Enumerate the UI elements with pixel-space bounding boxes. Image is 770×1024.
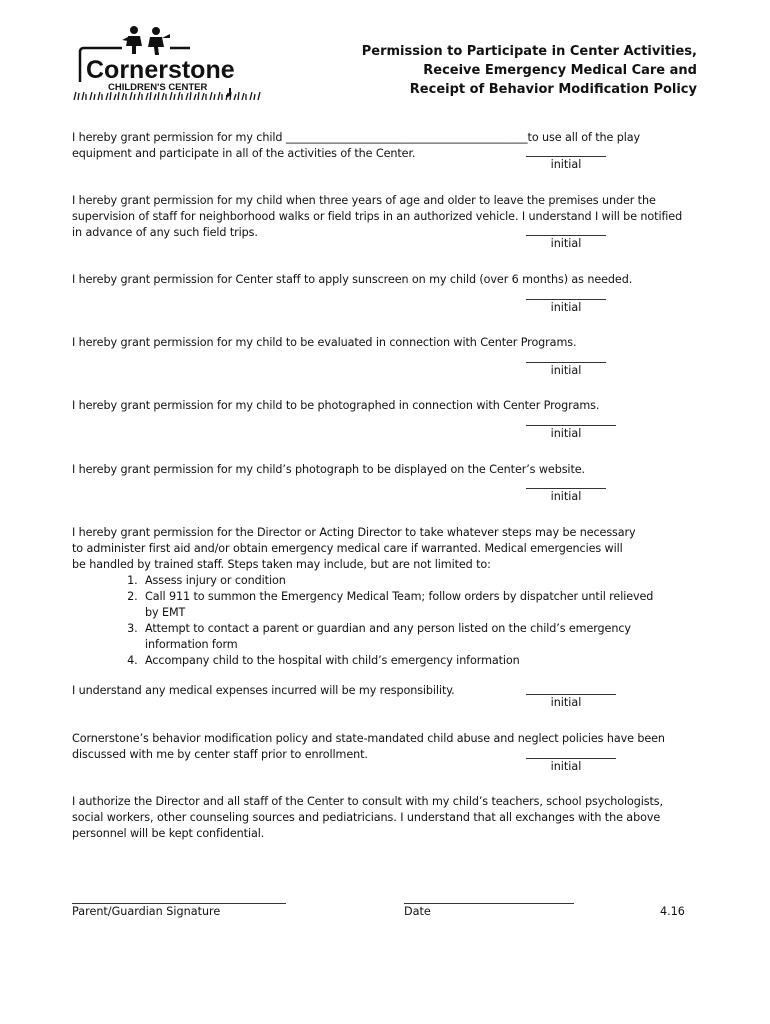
sunscreen-paragraph: I hereby grant permission for Center staff to apply sunscreen on my child (over 6 months) as needed. xyxy=(72,273,633,286)
paragraph-line: social workers, other counseling sources and pediatricians. I understand that all exchanges with the above xyxy=(72,811,661,824)
logo-subtitle: CHILDREN'S CENTER xyxy=(108,82,208,93)
list-item: 4. Accompany child to the hospital with child’s emergency information xyxy=(141,653,665,669)
photographed-paragraph: I hereby grant permission for my child to be photographed in connection with Center Programs. xyxy=(72,399,600,412)
play-equipment-paragraph xyxy=(72,130,748,162)
list-item: 1. Assess injury or condition xyxy=(141,573,665,589)
list-item: 3. Attempt to contact a parent or guardian and any person listed on the child’s emergency information form xyxy=(141,621,675,653)
consult-authorization-paragraph xyxy=(72,794,748,842)
initial-field-behavior[interactable] xyxy=(526,749,616,773)
initial-field-play[interactable] xyxy=(526,147,606,171)
initial-label: initial xyxy=(550,158,582,171)
initial-label: initial xyxy=(550,364,582,377)
paragraph-line: in advance of any such field trips. xyxy=(72,226,258,239)
paragraph-line: I hereby grant permission for my child when three years of age and older to leave the premises under the xyxy=(72,194,656,207)
center-logo xyxy=(70,22,270,102)
paragraph-line: be handled by trained staff. Steps taken may include, but are not limited to: xyxy=(72,558,491,571)
paragraph-line: Cornerstone’s behavior modification policy and state-mandated child abuse and neglect policies have been xyxy=(72,732,665,745)
title-line-3: Receipt of Behavior Modification Policy xyxy=(409,82,697,97)
initial-label: initial xyxy=(550,427,582,440)
paragraph-line: I authorize the Director and all staff of the Center to consult with my child’s teachers, school psychologists, xyxy=(72,795,663,808)
form-version: 4.16 xyxy=(660,905,685,918)
initial-field-evaluation[interactable] xyxy=(526,353,606,377)
initial-field-photographed[interactable] xyxy=(526,416,616,440)
list-item: 2. Call 911 to summon the Emergency Medical Team; follow orders by dispatcher until relieved by EMT xyxy=(141,589,665,621)
initial-field-expenses[interactable] xyxy=(526,685,616,709)
paragraph-line: personnel will be kept confidential. xyxy=(72,827,265,840)
evaluation-paragraph: I hereby grant permission for my child to be evaluated in connection with Center Programs. xyxy=(72,336,577,349)
emergency-steps-list xyxy=(72,573,748,669)
paragraph-line: to administer first aid and/or obtain emergency medical care if warranted. Medical emergencies will xyxy=(72,542,623,555)
paragraph-line: discussed with me by center staff prior to enrollment. xyxy=(72,748,368,761)
field-trips-paragraph xyxy=(72,193,748,241)
initial-field-website[interactable] xyxy=(526,479,606,503)
emergency-care-paragraph xyxy=(72,525,748,669)
initial-label: initial xyxy=(550,301,582,314)
initial-field-sunscreen[interactable] xyxy=(526,290,606,314)
initial-label: initial xyxy=(550,760,582,773)
title-line-2: Receive Emergency Medical Care and xyxy=(423,63,697,78)
paragraph-line: equipment and participate in all of the activities of the Center. xyxy=(72,147,416,160)
document-title xyxy=(362,42,697,99)
paragraph-line: I hereby grant permission for the Director or Acting Director to take whatever steps may be necessary xyxy=(72,526,636,539)
initial-label: initial xyxy=(550,490,582,503)
website-photo-paragraph: I hereby grant permission for my child’s photograph to be displayed on the Center’s website. xyxy=(72,463,585,476)
parent-signature-line[interactable] xyxy=(72,902,286,904)
medical-expenses-paragraph: I understand any medical expenses incurred will be my responsibility. xyxy=(72,684,455,697)
initial-label: initial xyxy=(550,237,582,250)
behavior-policy-paragraph xyxy=(72,731,762,763)
date-label: Date xyxy=(404,905,431,918)
date-line[interactable] xyxy=(404,902,574,904)
initial-field-field-trips[interactable] xyxy=(526,226,606,250)
parent-signature-label: Parent/Guardian Signature xyxy=(72,905,221,918)
paragraph-line: I hereby grant permission for my child ____________________________________________to use all of the play xyxy=(72,131,641,144)
title-line-1: Permission to Participate in Center Activities, xyxy=(361,44,697,59)
paragraph-line: supervision of staff for neighborhood walks or field trips in an authorized vehicle. I understand I will be notified xyxy=(72,210,683,223)
logo-name: Cornerstone xyxy=(86,56,235,84)
initial-label: initial xyxy=(550,696,582,709)
